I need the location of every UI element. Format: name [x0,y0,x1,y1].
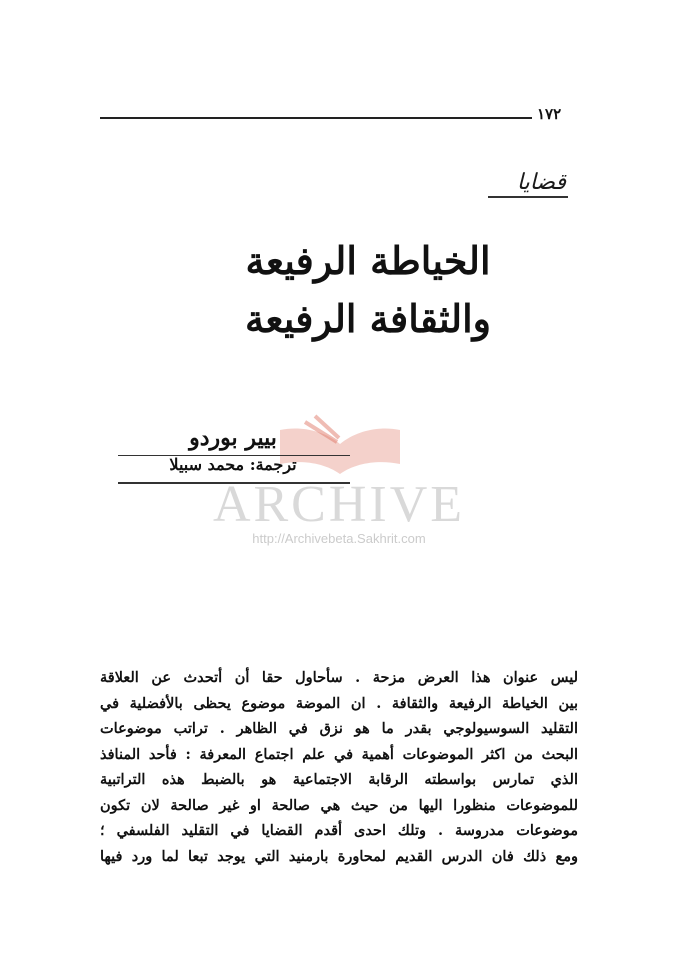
body-line: الذي تمارس بواسطته الرقابة الاجتماعية هو بالضبط هذه التراتبية [100,771,578,788]
body-line: التقليد السوسيولوجي بقدر ما هو نزق في الظاهر . تراتب موضوعات [100,720,578,737]
section-label: قضايا [516,170,566,195]
body-paragraph [100,665,578,869]
watermark-title: ARCHIVE [212,476,466,533]
author-name: بيير بوردو [189,425,277,451]
body-line: موضوعات مدروسة . وتلك احدى أقدم القضايا في التقليد الفلسفي ؛ [100,822,578,839]
watermark-url: http://Archivebeta.Sakhrit.com [252,531,426,546]
body-line: ومع ذلك فان الدرس القديم لمحاورة بارمنيد التي يوجد تبعا لما ورد فيها [100,847,578,865]
page-number: ١٧٢ [537,105,562,123]
body-line: ليس عنوان هذا العرض مزحة . سأحاول حقا أن أتحدث عن العلاقة [100,669,578,686]
body-line: للموضوعات منظورا اليها من حيث هي صالحة او غير صالحة لان تكون [100,796,578,814]
body-line: بين الخياطة الرفيعة والثقافة . ان الموضة موضوع يحظى بالأفضلية في [100,694,578,712]
title-line-2: والثقافة الرفيعة [245,296,491,341]
article-title [208,232,528,348]
title-line-1: الخياطة الرفيعة [245,238,491,283]
section-underline [488,196,568,198]
translator-credit: ترجمة: محمد سبيلا [169,455,297,474]
header-rule [100,117,532,119]
body-line: البحث من اكثر الموضوعات أهمية في علم اجتماع المعرفة : فأحد المنافذ [100,745,578,763]
